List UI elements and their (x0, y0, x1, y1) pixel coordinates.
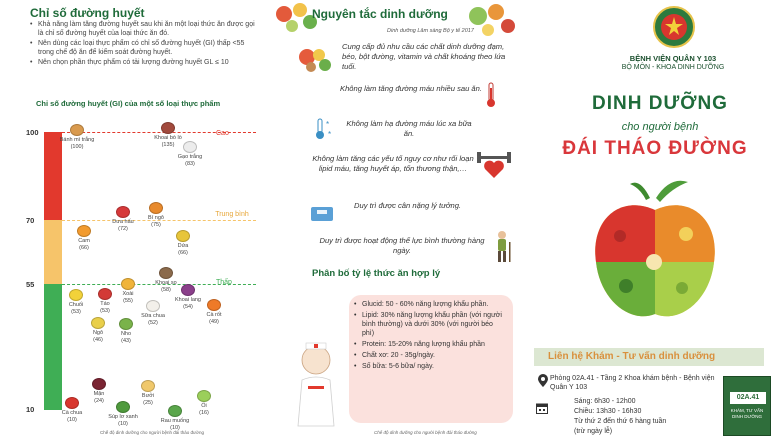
principle-item: Không làm tăng đường máu nhiều sau ăn. (340, 84, 482, 93)
food-icon (146, 300, 160, 312)
room-sign-label: KHÁM, TƯ VẤN DINH DƯỠNG (730, 408, 764, 419)
food-gi-value: (16) (199, 409, 209, 416)
food-icon (116, 206, 130, 218)
food-name: Dứa (177, 243, 189, 249)
gi-tick: 70 (26, 216, 35, 225)
nutrition-principles-panel (262, 0, 520, 439)
food-name: Dưa hấu (112, 219, 134, 225)
gi-bullet: • Khả năng làm tăng đường huyết sau khi ăn một loại thức ăn được gọi là chỉ số đường huyết của loại thức ăn đó. (30, 20, 258, 38)
food-marker (106, 318, 146, 344)
cover-title-line1: DINH DƯỠNG (592, 93, 728, 114)
contact-days: Từ thứ 2 đến thứ 6 hàng tuần (574, 418, 667, 425)
food-gi-value: (100) (70, 143, 84, 150)
distribution-item: • Lipid: 30% năng lượng khẩu phần (với người bình thường) và dưới 30% (với người béo phì) (354, 311, 506, 338)
gi-bullets (30, 20, 258, 68)
svg-text:*: * (328, 130, 332, 139)
band-label-medium: Trung bình (215, 211, 249, 218)
food-icon (159, 267, 173, 279)
gi-bullet: • Nên dùng các loại thực phẩm có chỉ số đường huyết (GI) thấp <55 trong chế độ ăn để kiểm soát đường huyết. (30, 39, 258, 57)
principle-item: Duy trì được cân nặng lý tưởng. (354, 201, 462, 210)
food-marker (128, 380, 168, 406)
apple-of-vegetables-icon (590, 176, 720, 326)
gi-band-medium (44, 220, 62, 284)
gi-tick: 55 (26, 280, 35, 289)
svg-text:*: * (326, 120, 330, 129)
food-gi-value: (10) (170, 424, 180, 431)
food-marker (57, 124, 97, 150)
food-gi-value: (52) (148, 319, 158, 326)
food-name: Khoai bò lò (154, 135, 182, 141)
distribution-list (354, 300, 506, 373)
principle-item: Cung cấp đủ nhu cầu các chất dinh dưỡng đạm, béo, bột đường, vitamin và chất khoáng theo lứa tuổi. (342, 42, 506, 71)
distribution-heading: Phân bố tỷ lệ thức ăn hợp lý (312, 268, 441, 279)
gi-bullet: • Nên chọn phần thực phẩm có tải lượng đường huyết GL ≤ 10 (30, 58, 258, 67)
contact-hours-morning: Sáng: 6h30 - 12h00 (574, 398, 636, 405)
food-icon (181, 284, 195, 296)
hospital-emblem-icon (652, 4, 696, 50)
food-name: Chuối (68, 302, 84, 308)
gi-tick: 100 (26, 128, 39, 137)
thermometer-cold-icon (312, 117, 338, 141)
food-icon (69, 289, 83, 301)
walking-elder-icon (490, 230, 514, 264)
heart-dumbbell-icon (477, 150, 511, 180)
gi-info-panel (0, 0, 262, 439)
food-gi-value: (49) (209, 318, 219, 325)
food-icon (207, 299, 221, 311)
location-pin-icon (538, 374, 548, 387)
food-icon (119, 318, 133, 330)
food-marker (136, 202, 176, 228)
food-gi-value: (53) (71, 308, 81, 315)
food-gi-value: (53) (100, 307, 110, 314)
principles-heading: Nguyên tắc dinh dưỡng (312, 7, 448, 21)
distribution-item: • Protein: 15-20% năng lượng khẩu phần (354, 340, 506, 349)
principles-caption: Chế độ dinh dưỡng cho người bệnh đái tháo đường (374, 430, 477, 435)
food-icon (92, 378, 106, 390)
food-name: Táo (100, 301, 110, 307)
fruits-icon (462, 0, 518, 40)
room-sign (723, 376, 771, 436)
food-gi-value: (24) (94, 397, 104, 404)
food-gi-value: (66) (178, 249, 188, 256)
food-plate-icon (297, 45, 333, 75)
food-icon (141, 380, 155, 392)
food-icon (65, 397, 79, 409)
food-name: Sữa chua (141, 313, 165, 319)
food-name: Ổi (201, 403, 207, 409)
food-gi-value: (83) (185, 160, 195, 167)
food-icon (149, 202, 163, 214)
principle-item: Duy trì được hoạt động thể lực bình thường hàng ngày. (319, 236, 485, 255)
calendar-icon (536, 402, 548, 414)
food-gi-value: (10) (67, 416, 77, 423)
food-name: Bưởi (141, 393, 155, 399)
food-icon (121, 278, 135, 290)
distribution-item: • Số bữa: 5-6 bữa/ ngày. (354, 362, 506, 371)
gi-chart-caption: Chế độ dinh dưỡng cho người bệnh đái tháo đường (100, 430, 204, 435)
band-label-high: Cao (216, 130, 229, 137)
food-name: Khoai sọ (155, 280, 177, 286)
contact-holiday-note: (trừ ngày lễ) (574, 428, 613, 435)
food-gi-value: (58) (161, 286, 171, 293)
food-marker (163, 230, 203, 256)
food-name: Cam (78, 238, 90, 244)
nurse-illustration-icon (292, 340, 344, 430)
thermometer-high-icon (485, 82, 497, 108)
food-name: Súp lơ xanh (108, 414, 138, 420)
food-gi-value: (135) (161, 141, 175, 148)
food-marker (184, 390, 224, 416)
food-marker (194, 299, 234, 325)
department-name: BỘ MÔN - KHOA DINH DƯỠNG (621, 64, 725, 71)
cover-panel (520, 0, 780, 439)
food-icon (183, 141, 197, 153)
food-name: Bánh mì trắng (59, 137, 95, 143)
food-gi-value: (55) (123, 297, 133, 304)
food-name: Nho (120, 331, 132, 337)
distribution-item: • Chất xơ: 20 - 35g/ngày. (354, 351, 506, 360)
food-marker (64, 225, 104, 251)
band-label-low: Thấp (216, 279, 232, 286)
food-gi-value: (46) (93, 336, 103, 343)
food-name: Khoai lang (175, 297, 201, 303)
contact-heading: Liên hệ Khám - Tư vấn dinh dưỡng (548, 351, 716, 362)
food-icon (77, 225, 91, 237)
food-gi-value: (66) (79, 244, 89, 251)
principle-item: Không làm tăng các yếu tố nguy cơ như rối loạn lipid máu, tăng huyết áp, tổn thương thận,… (312, 154, 474, 173)
food-name: Cà chua (61, 410, 83, 416)
cover-title-line2: cho người bệnh (621, 121, 699, 133)
food-gi-value: (43) (121, 337, 131, 344)
contact-location: Phòng 02A.41 - Tầng 2 Khoa khám bệnh - Bệnh viện Quân Y 103 (550, 375, 715, 391)
food-name: Xoài (122, 291, 134, 297)
food-marker (170, 141, 210, 167)
contact-hours-afternoon: Chiều: 13h30 - 16h30 (574, 408, 642, 415)
food-name: Mận (93, 391, 105, 397)
food-name: Gạo trắng (177, 154, 203, 160)
food-gi-value: (75) (151, 221, 161, 228)
weight-scale-icon (310, 204, 334, 222)
gi-chart-title: Chỉ số đường huyết (GI) của một số loại thực phẩm (36, 99, 221, 108)
hospital-name: BỆNH VIỆN QUÂN Y 103 (629, 54, 717, 63)
principle-item: Không làm hạ đường máu lúc xa bữa ăn. (346, 119, 472, 138)
cover-title-line3: ĐÁI THÁO ĐƯỜNG (562, 138, 748, 159)
food-icon (70, 124, 84, 136)
food-gi-value: (72) (118, 225, 128, 232)
gi-heading: Chỉ số đường huyết (30, 6, 145, 20)
food-name: Cà rốt (206, 312, 222, 318)
food-icon (168, 405, 182, 417)
food-name: Rau muống (160, 418, 190, 424)
gi-tick: 10 (26, 405, 35, 414)
food-icon (161, 122, 175, 134)
food-name: Bí ngô (148, 215, 164, 221)
principles-source: Dinh dưỡng Lâm sàng Bộ y tế 2017 (387, 28, 474, 34)
food-gi-value: (10) (118, 420, 128, 427)
distribution-item: • Glucid: 50 - 60% năng lượng khẩu phần. (354, 300, 506, 309)
food-icon (197, 390, 211, 402)
food-gi-value: (25) (143, 399, 153, 406)
food-icon (176, 230, 190, 242)
food-name: Ngô (92, 330, 104, 336)
food-icon (91, 317, 105, 329)
room-sign-code: 02A.41 (730, 392, 766, 404)
food-gi-value: (54) (183, 303, 193, 310)
